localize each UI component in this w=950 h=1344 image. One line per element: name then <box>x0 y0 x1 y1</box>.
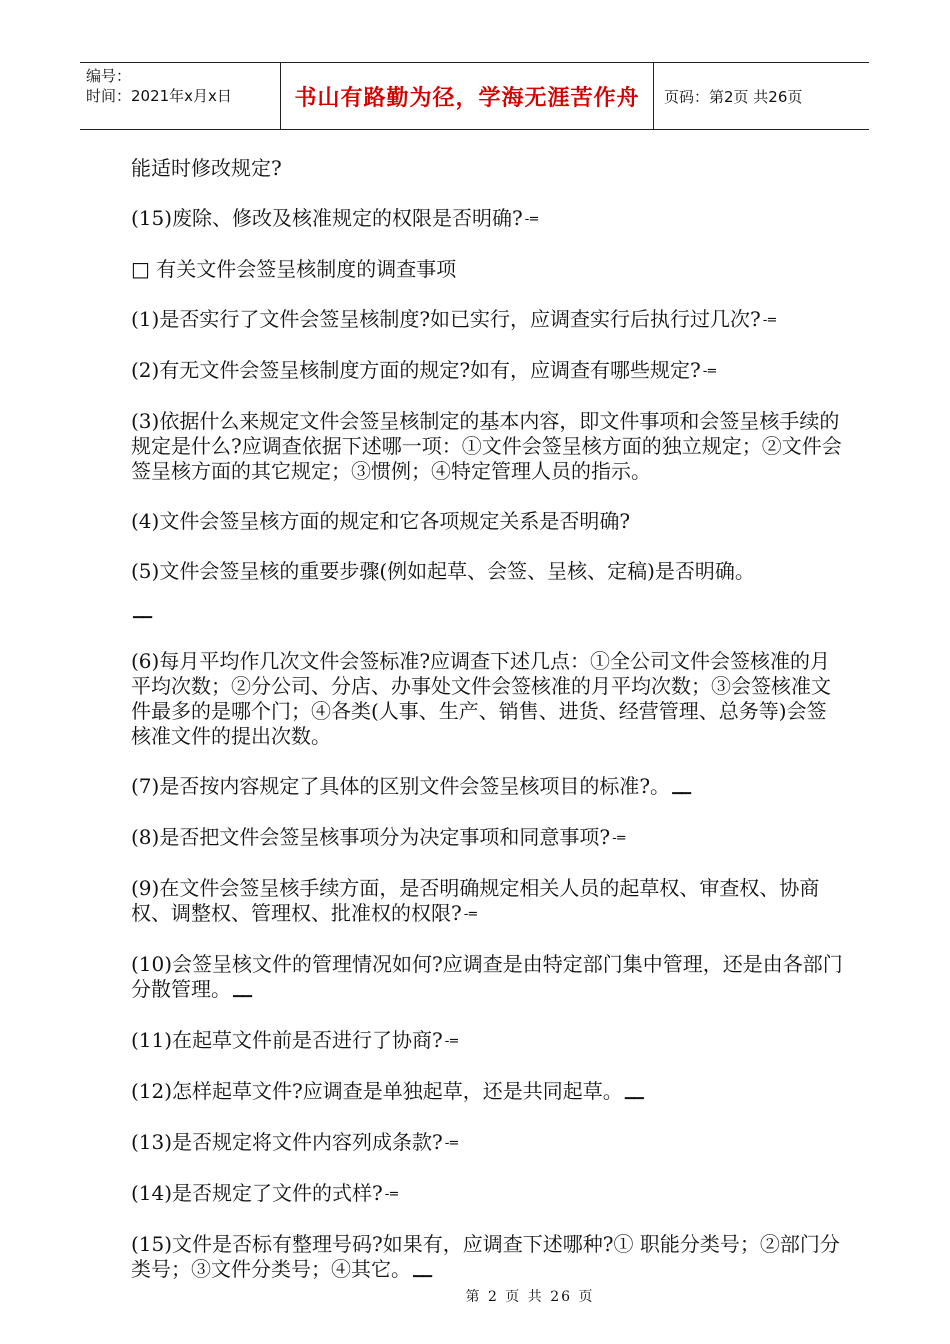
paragraph: (3)依据什么来规定文件会签呈核制定的基本内容，即文件事项和会签呈核手续的规定是什么?应调查依据下述哪一项：①文件会签呈核方面的独立规定；②文件会签呈核方面的其它规定；③惯例；④特定管理人员的指示。 <box>131 409 842 483</box>
paragraph: 能适时修改规定? <box>131 156 282 180</box>
revision-mark: -= <box>384 1187 399 1202</box>
document-time-label: 时间：2021年x月x日 <box>86 87 232 105</box>
page-header <box>80 62 869 130</box>
header-page-info: 页码：第2页 共26页 <box>664 87 803 106</box>
paragraph: (13)是否规定将文件内容列成条款? -= <box>131 1130 459 1154</box>
paragraph: (6)每月平均作几次文件会签标准?应调查下述几点：①全公司文件会签核准的月平均次数；②分公司、分店、办事处文件会签核准的月平均次数；③会签核准文件最多的是哪个门；④各类(人事、生产、销售、进货、经营管理、总务等)会签核准文件的提出次数。 <box>131 649 831 748</box>
revision-mark: -= <box>524 212 539 227</box>
paragraph <box>131 598 843 624</box>
section-heading: □ 有关文件会签呈核制度的调查事项 <box>131 257 457 281</box>
paragraph: (1)是否实行了文件会签呈核制度?如已实行，应调查实行后执行过几次? -= <box>131 307 777 331</box>
revision-mark: ▁▁ <box>672 780 691 795</box>
revision-mark: -= <box>444 1136 459 1151</box>
document-number-label: 编号： <box>86 67 132 85</box>
revision-mark: -= <box>444 1034 459 1049</box>
revision-mark: -= <box>463 907 478 922</box>
revision-mark: ▁▁ <box>624 1085 643 1100</box>
paragraph: (10)会签呈核文件的管理情况如何?应调查是由特定部门集中管理，还是由各部门分散管理。 ▁▁ <box>131 952 843 1001</box>
header-meta <box>80 63 281 129</box>
paragraph: (15)文件是否标有整理号码?如果有，应调查下述哪种?① 职能分类号；②部门分类号；③文件分类号；④其它。 ▁▁ <box>131 1232 840 1281</box>
paragraph: (8)是否把文件会签呈核事项分为决定事项和同意事项? -= <box>131 825 626 849</box>
paragraph: (4)文件会签呈核方面的规定和它各项规定关系是否明确? <box>131 509 631 533</box>
page-footer: 第 2 页 共 26 页 <box>465 1289 595 1305</box>
paragraph: (5)文件会签呈核的重要步骤(例如起草、会签、呈核、定稿)是否明确。 <box>131 559 755 583</box>
revision-mark: ▁▁ <box>133 604 151 619</box>
paragraph: (7)是否按内容规定了具体的区别文件会签呈核项目的标准?。 ▁▁ <box>131 774 691 798</box>
paragraph: (9)在文件会签呈核手续方面，是否明确规定相关人员的起草权、审查权、协商权、调整权、管理权、批准权的权限? -= <box>131 876 820 925</box>
paragraph: (2)有无文件会签呈核制度方面的规定?如有，应调查有哪些规定? -= <box>131 358 717 382</box>
paragraph: (15)废除、修改及核准规定的权限是否明确? -= <box>131 206 539 230</box>
revision-mark: ▁▁ <box>233 983 251 998</box>
document-body <box>131 156 843 1308</box>
revision-mark: -= <box>762 313 777 328</box>
revision-mark: ▁▁ <box>413 1263 431 1278</box>
revision-mark: -= <box>612 831 626 846</box>
paragraph: (12)怎样起草文件?应调查是单独起草，还是共同起草。 ▁▁ <box>131 1079 643 1103</box>
paragraph: (14)是否规定了文件的式样? -= <box>131 1181 399 1205</box>
paragraph: (11)在起草文件前是否进行了协商? -= <box>131 1028 459 1052</box>
revision-mark: -= <box>702 364 717 379</box>
header-motto: 书山有路勤为径，学海无涯苦作舟 <box>281 63 654 129</box>
